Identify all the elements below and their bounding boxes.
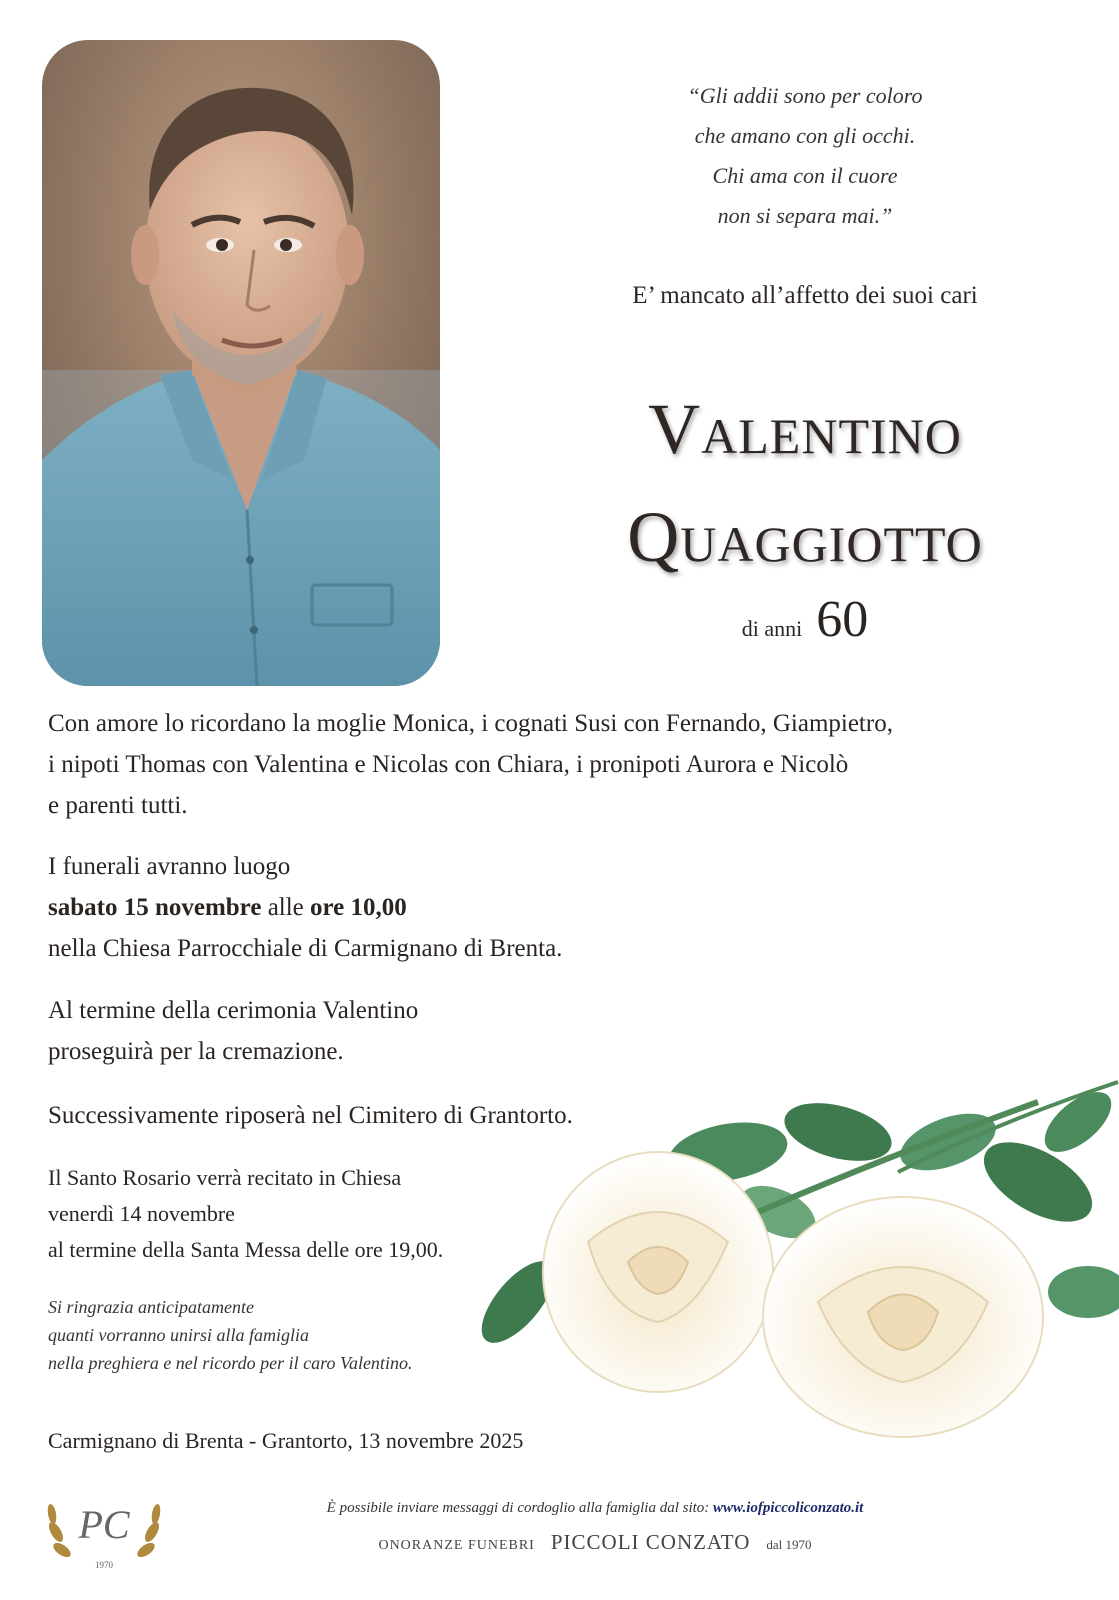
- logo-year: 1970: [95, 1560, 113, 1570]
- condolence-site-link[interactable]: www.iofpiccoliconzato.it: [713, 1500, 864, 1516]
- thanks-line: nella preghiera e nel ricordo per il caro Valentino.: [48, 1353, 413, 1373]
- dateline-text: Carmignano di Brenta - Grantorto, 13 novembre 2025: [48, 1428, 524, 1453]
- condolence-message: [250, 1500, 940, 1517]
- deceased-portrait: [42, 40, 440, 686]
- rosary-line: al termine della Santa Messa delle ore 19,00.: [48, 1237, 444, 1262]
- rosary-line: Il Santo Rosario verrà recitato in Chiesa: [48, 1165, 402, 1190]
- family-line: e parenti tutti.: [48, 792, 188, 819]
- memorial-quote: [560, 76, 1050, 236]
- deceased-last-name: Quaggiotto: [627, 497, 983, 577]
- intro-text: E’ mancato all’affetto dei suoi cari: [632, 282, 978, 309]
- family-line: Con amore lo ricordano la moglie Monica, i cognati Susi con Fernando, Giampietro,: [48, 710, 893, 737]
- rosary-line: venerdì 14 novembre: [48, 1201, 235, 1226]
- rosary-paragraph: [48, 1160, 443, 1268]
- age-value: 60: [816, 591, 869, 648]
- quote-line: Chi ama con il cuore: [712, 163, 898, 188]
- quote-line: “Gli addii sono per coloro: [687, 83, 923, 108]
- logo-monogram: PC: [78, 1502, 130, 1547]
- thanks-line: Si ringrazia anticipatamente: [48, 1297, 254, 1317]
- family-paragraph: [48, 703, 1028, 826]
- age-label: di anni: [741, 616, 803, 641]
- age-row: [620, 590, 990, 649]
- cremation-line: proseguirà per la cremazione.: [48, 1038, 344, 1065]
- deceased-first-name: Valentino: [648, 389, 962, 469]
- funeral-date: sabato 15 novembre: [48, 894, 262, 921]
- brand-since: dal 1970: [766, 1537, 812, 1552]
- family-line: i nipoti Thomas con Valentina e Nicolas con Chiara, i pronipoti Aurora e Nicolò: [48, 751, 849, 778]
- cremation-line: Al termine della cerimonia Valentino: [48, 997, 419, 1024]
- condolence-text: È possibile inviare messaggi di cordoglio alla famiglia dal sito:: [326, 1500, 714, 1516]
- thanks-paragraph: [48, 1293, 412, 1377]
- funeral-datetime: [48, 887, 562, 928]
- dateline: [48, 1420, 523, 1461]
- brand-name: PICCOLI CONZATO: [550, 1530, 751, 1554]
- funeral-connector: alle: [261, 894, 311, 921]
- funeral-intro: I funerali avranno luogo: [48, 853, 291, 880]
- white-roses-image: [478, 1062, 1119, 1442]
- thanks-line: quanti vorranno unirsi alla famiglia: [48, 1325, 310, 1345]
- funeral-time: ore 10,00: [310, 894, 407, 921]
- funeral-home-brand: [330, 1530, 860, 1555]
- funeral-paragraph: [48, 846, 562, 969]
- quote-line: non si separa mai.”: [717, 203, 893, 228]
- funeral-place: nella Chiesa Parrocchiale di Carmignano di Brenta.: [48, 935, 563, 962]
- cremation-paragraph: [48, 990, 418, 1072]
- quote-line: che amano con gli occhi.: [694, 123, 916, 148]
- brand-prefix: ONORANZE FUNEBRI: [378, 1538, 535, 1553]
- burial-line: Successivamente riposerà nel Cimitero di Grantorto.: [48, 1102, 573, 1129]
- funeral-home-logo: [42, 1482, 166, 1574]
